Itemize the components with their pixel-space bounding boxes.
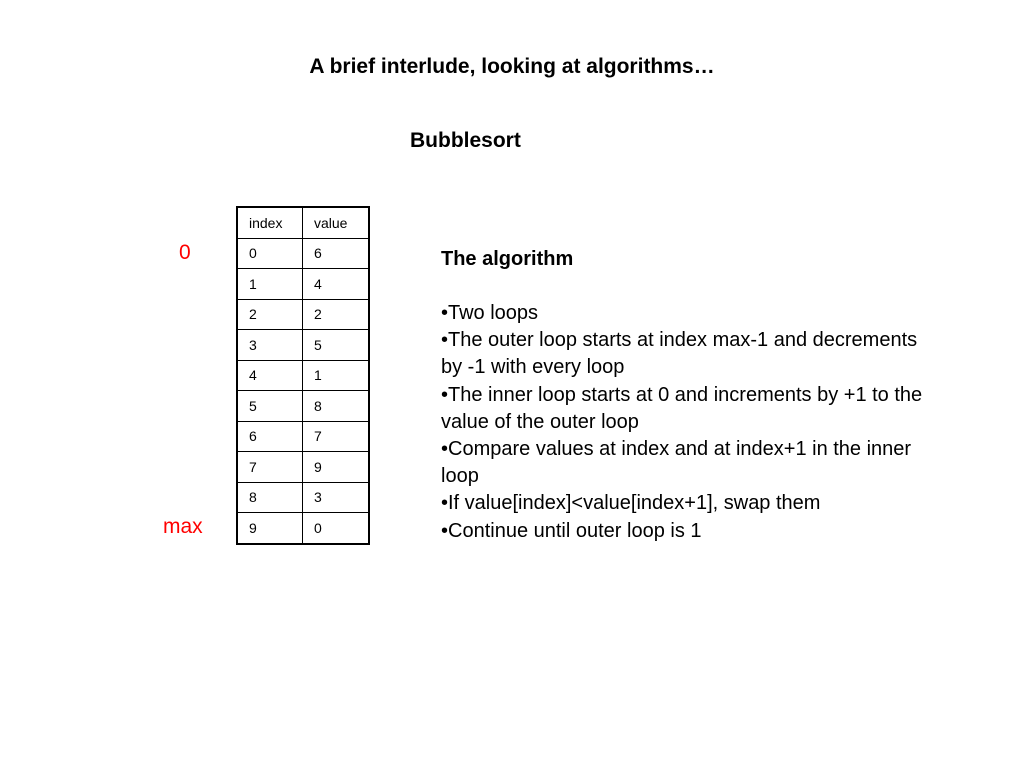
index-start-marker: 0 xyxy=(179,241,191,264)
table-row xyxy=(237,299,369,330)
value-cell: 4 xyxy=(303,269,370,300)
index-cell: 7 xyxy=(237,452,303,483)
algorithm-step: •Continue until outer loop is 1 xyxy=(441,519,702,542)
index-cell: 3 xyxy=(237,330,303,361)
table-row xyxy=(237,513,369,544)
value-cell: 5 xyxy=(303,330,370,361)
algorithm-step: •The inner loop starts at 0 and increments by +1 to the value of the outer loop xyxy=(441,383,923,433)
algorithm-step: •If value[index]<value[index+1], swap them xyxy=(441,492,821,515)
index-cell: 9 xyxy=(237,513,303,544)
value-cell: 1 xyxy=(303,360,370,391)
algorithm-step: •Compare values at index and at index+1 in the inner loop xyxy=(441,438,912,488)
index-cell: 4 xyxy=(237,360,303,391)
value-cell: 2 xyxy=(303,299,370,330)
algorithm-step: •Two loops xyxy=(441,302,539,324)
table-row xyxy=(237,391,369,422)
table-row xyxy=(237,482,369,513)
slide-subtitle: Bubblesort xyxy=(410,129,521,152)
table-row xyxy=(237,421,369,452)
index-cell: 8 xyxy=(237,482,303,513)
table-row xyxy=(237,360,369,391)
value-cell: 6 xyxy=(303,238,370,269)
index-cell: 6 xyxy=(237,421,303,452)
array-table xyxy=(236,206,370,545)
index-max-marker: max xyxy=(163,515,203,538)
value-cell: 9 xyxy=(303,452,370,483)
table-header-row xyxy=(237,207,369,238)
value-cell: 8 xyxy=(303,391,370,422)
index-cell: 1 xyxy=(237,269,303,300)
index-cell: 2 xyxy=(237,299,303,330)
value-cell: 3 xyxy=(303,482,370,513)
table-row xyxy=(237,238,369,269)
index-cell: 5 xyxy=(237,391,303,422)
algorithm-heading: The algorithm xyxy=(441,248,574,270)
algorithm-steps xyxy=(441,300,941,545)
algorithm-description xyxy=(441,246,941,545)
index-cell: 0 xyxy=(237,238,303,269)
slide-title: A brief interlude, looking at algorithms… xyxy=(309,55,715,78)
algorithm-step: •The outer loop starts at index max-1 and decrements by -1 with every loop xyxy=(441,329,918,379)
table-row xyxy=(237,269,369,300)
column-header-value: value xyxy=(303,207,370,238)
table-row xyxy=(237,330,369,361)
value-cell: 0 xyxy=(303,513,370,544)
column-header-index: index xyxy=(237,207,303,238)
table-row xyxy=(237,452,369,483)
value-cell: 7 xyxy=(303,421,370,452)
